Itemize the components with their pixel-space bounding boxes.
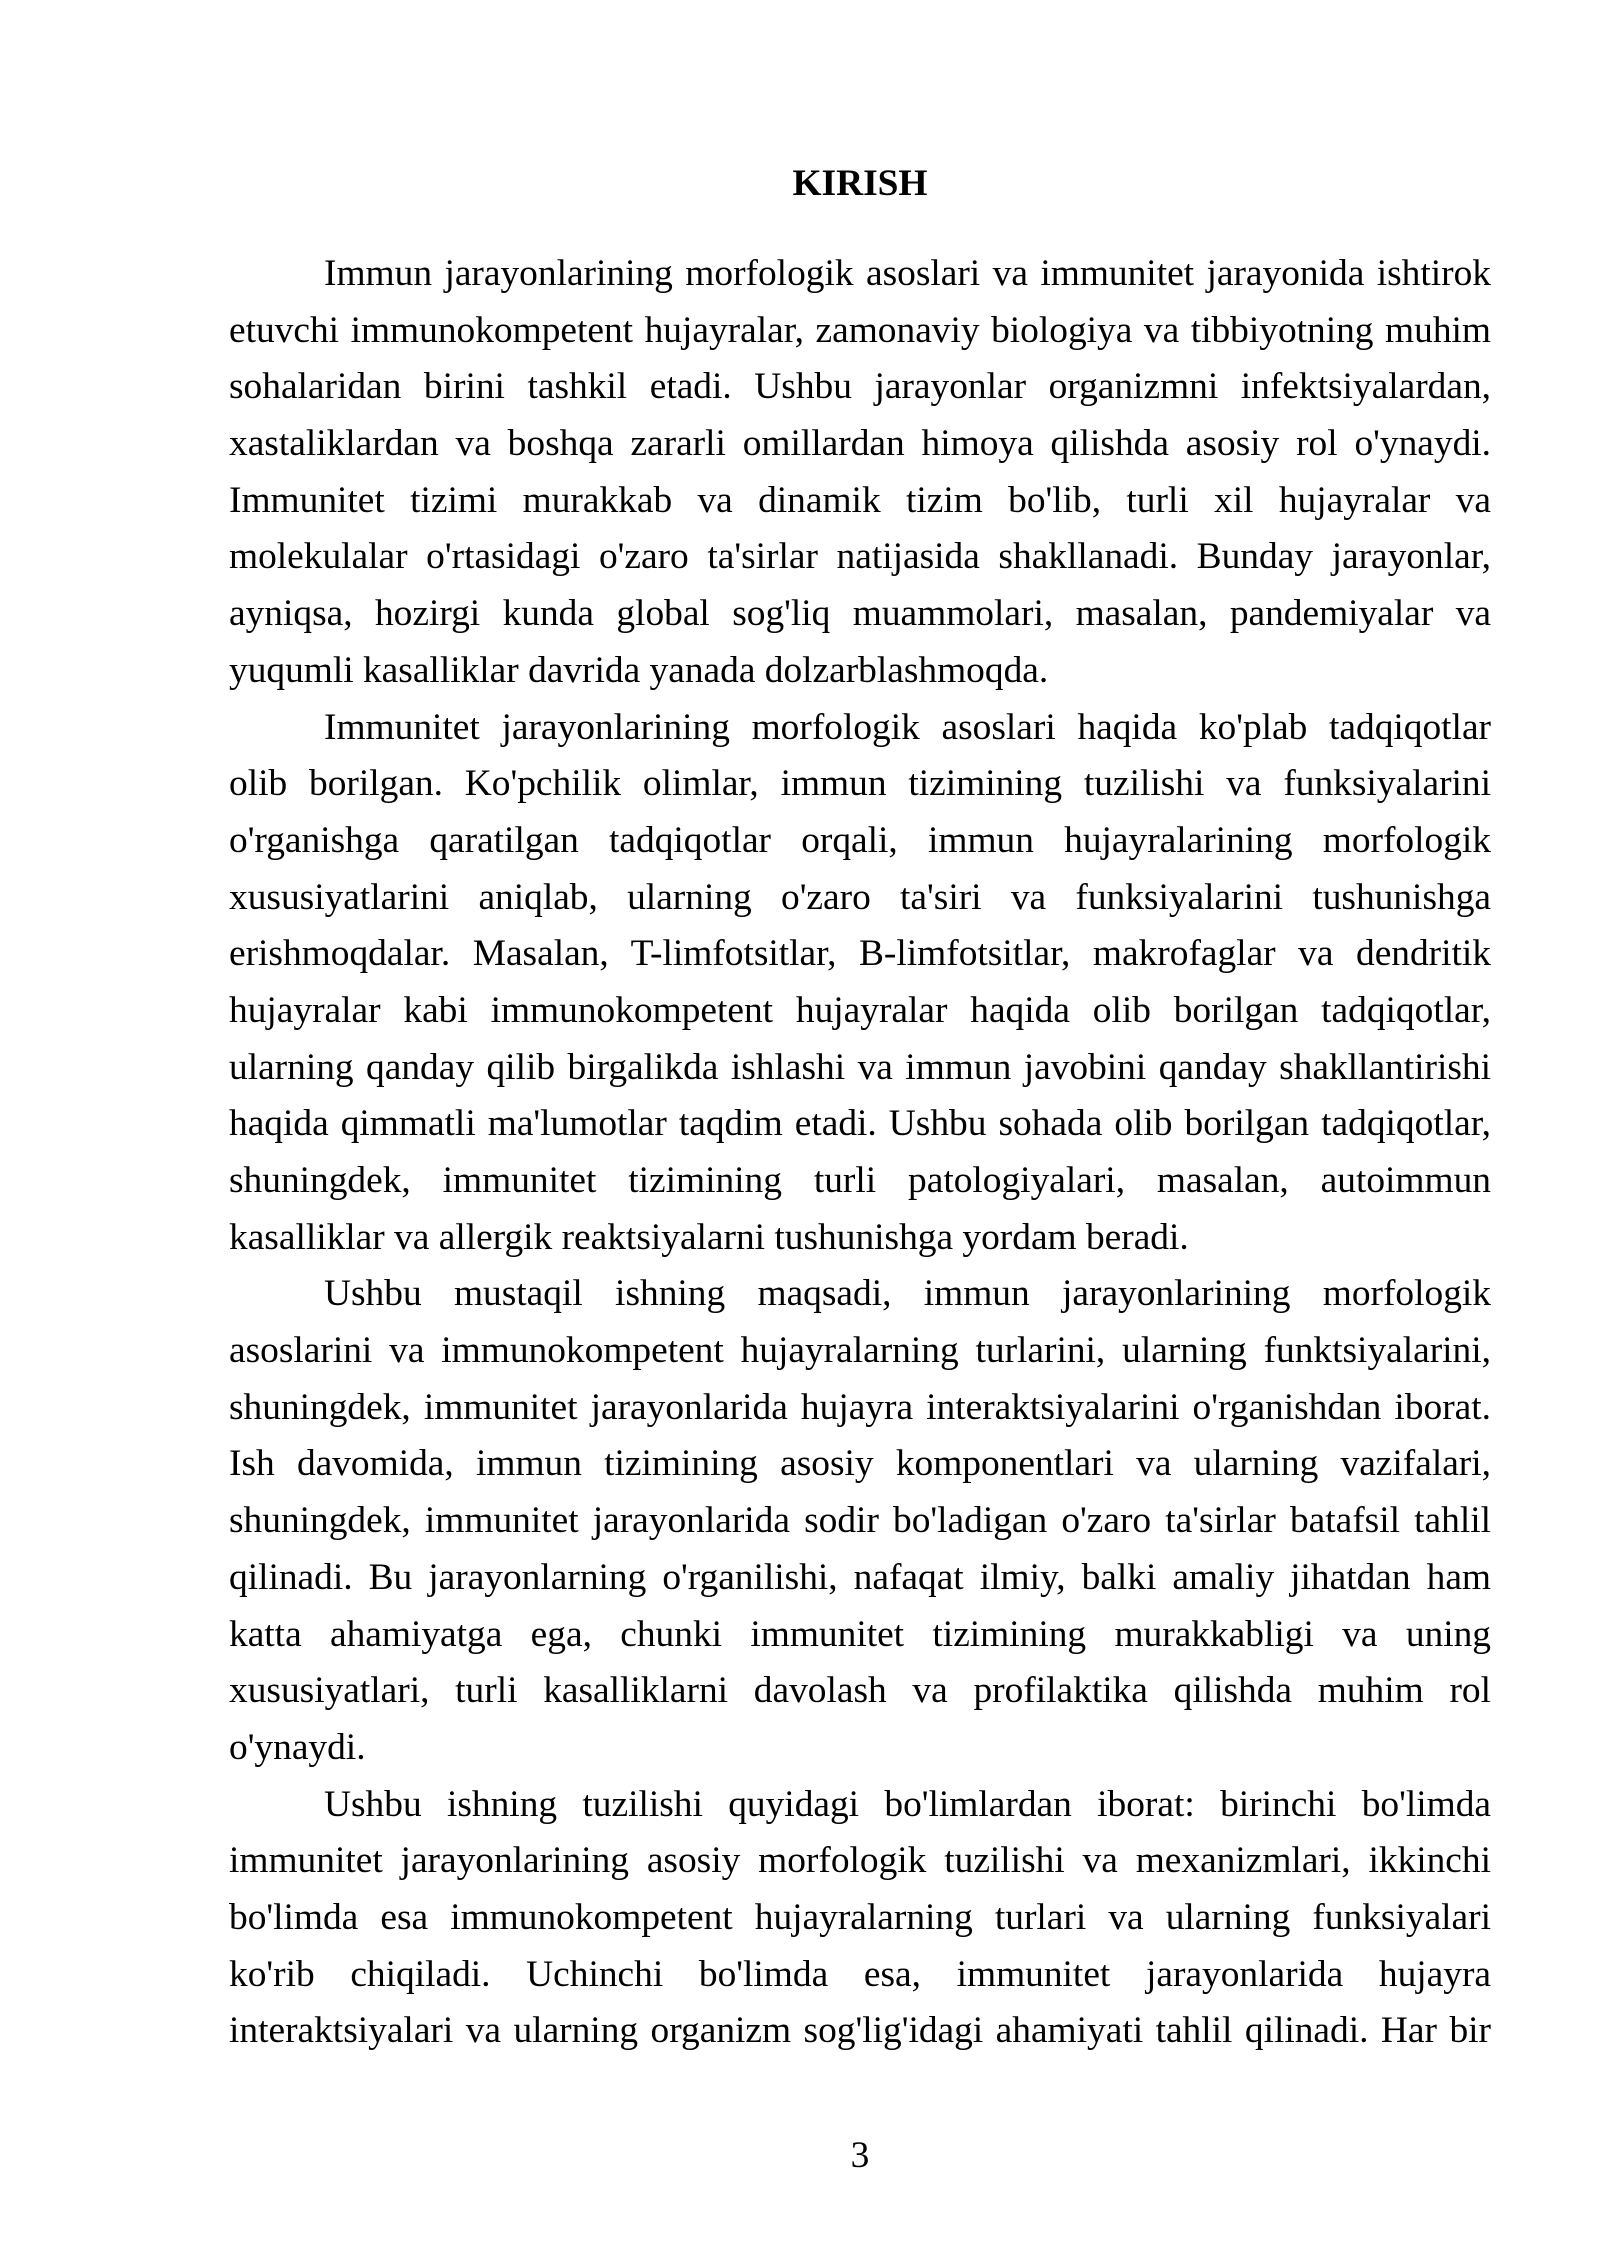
paragraph-line: xastaliklardan va boshqa zararli omillardan himoya qilishda asosiy rol o'ynaydi. [229,423,1491,465]
paragraph-line: bo'limda esa immunokompetent hujayralarning turlari va ularning funksiyalari [229,1896,1491,1938]
paragraph-line: shuningdek, immunitet tizimining turli patologiyalari, masalan, autoimmun [229,1160,1491,1201]
paragraph-line: yuqumli kasalliklar davrida yanada dolzarblashmoqda. [229,649,1049,691]
paragraph-line: erishmoqdalar. Masalan, T-limfotsitlar, B-limfotsitlar, makrofaglar va dendritik [229,933,1491,975]
paragraph-line: ayniqsa, hozirgi kunda global sog'liq muammolari, masalan, pandemiyalar va [229,593,1491,635]
paragraph-line: sohalaridan birini tashkil etadi. Ushbu jarayonlar organizmni infektsiyalardan, [229,366,1491,408]
paragraph-line: Ish davomida, immun tizimining asosiy komponentlari va ularning vazifalari, [229,1443,1491,1485]
paragraph-line: shuningdek, immunitet jarayonlarida hujayra interaktsiyalarini o'rganishdan iborat. [229,1386,1491,1428]
paragraph-line: o'rganishga qaratilgan tadqiqotlar orqali, immun hujayralarining morfologik [229,819,1491,861]
paragraph-line: immunitet jarayonlarining asosiy morfologik tuzilishi va mexanizmlari, ikkinchi [229,1840,1491,1882]
paragraph-line: ko'rib chiqiladi. Uchinchi bo'limda esa, immunitet jarayonlarida hujayra [229,1953,1491,1995]
page-title: KIRISH [792,163,928,204]
paragraph-line: olib borilgan. Ko'pchilik olimlar, immun tizimining tuzilishi va funksiyalarini [229,763,1491,805]
paragraph-line: shuningdek, immunitet jarayonlarida sodir bo'ladigan o'zaro ta'sirlar batafsil tahlil [229,1500,1491,1542]
page-number: 3 [850,2135,870,2176]
paragraph-line: Immunitet jarayonlarining morfologik asoslari haqida ko'plab tadqiqotlar [324,706,1491,748]
paragraph-line: interaktsiyalari va ularning organizm sog'lig'idagi ahamiyati tahlil qilinadi. Har bir [229,2010,1491,2052]
paragraph-line: Ushbu ishning tuzilishi quyidagi bo'limlardan iborat: birinchi bo'limda [324,1783,1491,1825]
body-text [229,246,1491,2060]
paragraph-line: qilinadi. Bu jarayonlarning o'rganilishi, nafaqat ilmiy, balki amaliy jihatdan ham [229,1556,1491,1598]
paragraph-3 [229,1266,1491,1776]
paragraph-line: Ushbu mustaqil ishning maqsadi, immun jarayonlarining morfologik [324,1273,1491,1315]
paragraph-line: o'ynaydi. [229,1726,366,1768]
paragraph-line: hujayralar kabi immunokompetent hujayralar haqida olib borilgan tadqiqotlar, [229,989,1491,1031]
paragraph-line: katta ahamiyatga ega, chunki immunitet tizimining murakkabligi va uning [229,1613,1491,1655]
paragraph-line: etuvchi immunokompetent hujayralar, zamonaviy biologiya va tibbiyotning muhim [229,309,1491,351]
paragraph-line: molekulalar o'rtasidagi o'zaro ta'sirlar natijasida shakllanadi. Bunday jarayonlar, [229,536,1491,578]
paragraph-line: kasalliklar va allergik reaktsiyalarni tushunishga yordam beradi. [229,1216,1189,1258]
paragraph-4 [229,1777,1491,2060]
paragraph-line: xususiyatlarini aniqlab, ularning o'zaro ta'siri va funksiyalarini tushunishga [229,876,1491,918]
paragraph-1 [229,246,1491,700]
paragraph-line: Immun jarayonlarining morfologik asoslari va immunitet jarayonida ishtirok [324,253,1491,294]
paragraph-line: Immunitet tizimi murakkab va dinamik tizim bo'lib, turli xil hujayralar va [229,479,1491,521]
paragraph-line: xususiyatlari, turli kasalliklarni davolash va profilaktika qilishda muhim rol [229,1670,1491,1712]
paragraph-2 [229,700,1491,1267]
paragraph-line: haqida qimmatli ma'lumotlar taqdim etadi. Ushbu sohada olib borilgan tadqiqotlar, [229,1103,1491,1145]
paragraph-line: ularning qanday qilib birgalikda ishlashi va immun javobini qanday shakllantirishi [229,1046,1491,1088]
paragraph-line: asoslarini va immunokompetent hujayralarning turlarini, ularning funktsiyalarini, [229,1330,1491,1372]
